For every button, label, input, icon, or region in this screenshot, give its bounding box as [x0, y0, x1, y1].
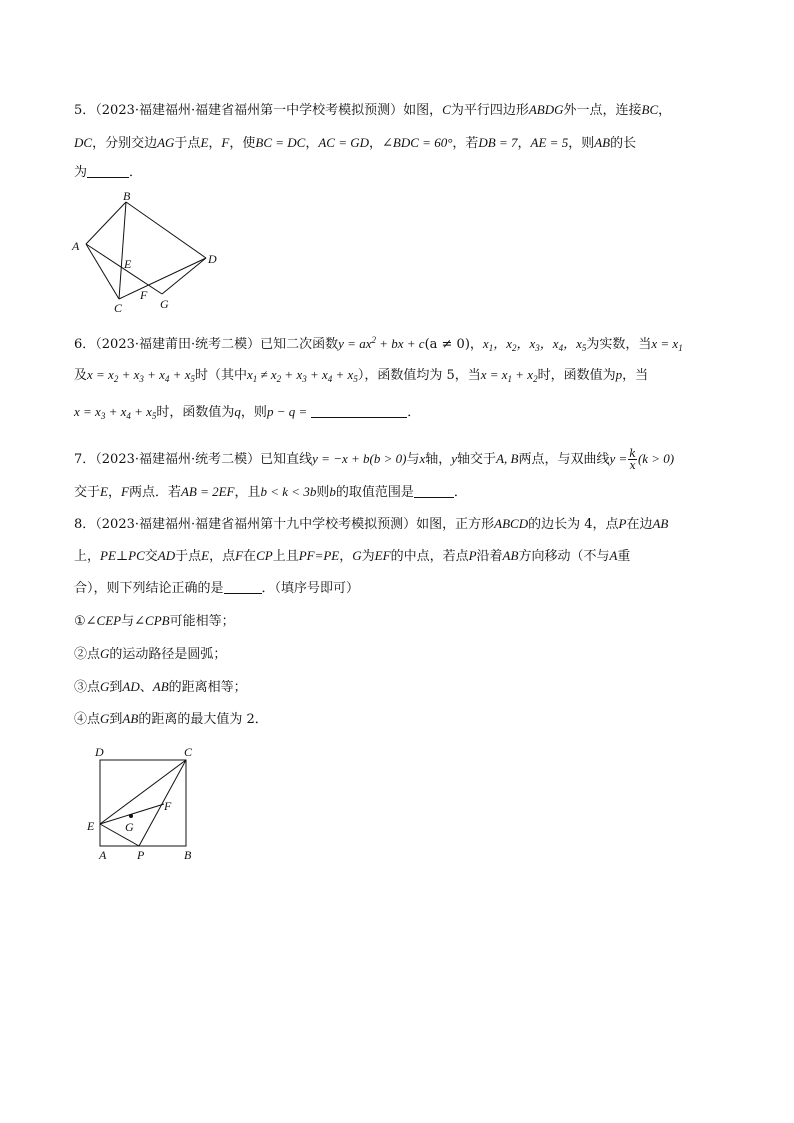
q7-text: 交于 [74, 485, 101, 500]
q6-text: ），函数值均为 5，当 [357, 368, 481, 383]
q6-text: 时，函数值为 [156, 405, 235, 420]
q8-text: 方向移动（不与 [518, 549, 610, 564]
q5-label-C: C [114, 301, 123, 314]
q6-text: ． [407, 405, 421, 420]
answer-blank[interactable] [311, 405, 407, 418]
q8-expr: G [352, 548, 362, 563]
q8-expr: AB [652, 516, 669, 531]
q7-expr: y [451, 451, 458, 466]
q5-text: 外一点，连接 [563, 103, 642, 118]
q8-text: 沿着 [476, 549, 503, 564]
q6-expr: $x_1 \ne x_2 + x_3 + x_4 + x_5$ [246, 367, 358, 384]
q5-label-G: G [160, 297, 169, 311]
q7-text: 则 [316, 485, 330, 500]
q8-text: 在边 [626, 517, 653, 532]
q6-line-3 [74, 403, 420, 425]
q7-text: 的取值范围是 [335, 485, 414, 500]
q5-expr: AC = GD [318, 135, 370, 150]
q6-expr: $x = x_1$ [651, 336, 683, 353]
q5-segment [86, 244, 119, 299]
q8-text: 上且 [272, 549, 299, 564]
q8-text: 如图，正方形 [416, 517, 495, 532]
q8-expr: AB [502, 548, 519, 563]
q8-expr: EF [374, 548, 391, 563]
q8-number: 8． [74, 517, 96, 532]
q6-expr: $x = x_1 + x_2$ [480, 367, 538, 384]
q7-text: 与 [406, 452, 420, 467]
q7-expr: E [100, 484, 108, 499]
q8-text: ，点 [209, 549, 236, 564]
q5-text: ． [129, 165, 143, 180]
q7-expr: y = −x + b(b > 0) [312, 451, 407, 466]
q7-line-2 [74, 483, 467, 502]
q5-figure [68, 188, 228, 314]
q7-fraction: $\frac{k}{x}$ [629, 447, 636, 472]
q8-figure [84, 742, 208, 864]
q6-expr: p − q = [266, 404, 308, 419]
q7-source: （2023·福建福州·统考二模） [95, 452, 261, 467]
q6-source: （2023·福建莆田·统考二模） [95, 337, 261, 352]
q7-text: ， [107, 485, 121, 500]
q6-text: 时，函数值为 [537, 368, 616, 383]
q8-option-2: ②点G的运动路径是圆弧； [74, 646, 227, 662]
q7-expr: b [329, 484, 336, 499]
q8-expr: CP [256, 548, 273, 563]
q8-label-F: F [164, 799, 172, 813]
q6-text: ，则 [240, 405, 267, 420]
q6-expr: q [234, 404, 241, 419]
q8-option-4: ④点G到AB的距离的最大值为 2． [74, 711, 268, 727]
q5-expr: F [221, 135, 230, 150]
q5-segment [126, 202, 206, 258]
q5-expr: ∠BDC = 60° [382, 135, 453, 150]
q8-label-P: P [137, 848, 145, 862]
q6-text: 为实数，当 [586, 337, 652, 352]
q6-text: 及 [74, 368, 88, 383]
q8-expr: ABCD [494, 516, 529, 531]
q5-text: ，分别交边 [92, 136, 158, 151]
q6-line-2 [74, 366, 648, 388]
q8-expr: PE⊥PC [100, 548, 145, 563]
q8-text: ．（填序号即可） [261, 581, 360, 596]
q8-expr: AD [157, 548, 176, 563]
q5-expr: DC [74, 135, 93, 150]
q8-line-1 [74, 515, 668, 534]
q5-segment [86, 202, 126, 244]
q7-number: 7． [74, 452, 96, 467]
q8-square [100, 760, 186, 846]
q8-option-3: ③点G到AD、AB的距离相等； [74, 679, 247, 695]
answer-blank[interactable] [224, 581, 262, 594]
q5-text: 于点 [174, 136, 201, 151]
q7-text: 两点．若 [128, 485, 181, 500]
q8-line-2 [74, 547, 630, 566]
q8-segment-PC [139, 760, 186, 846]
q6-line-1 [74, 331, 683, 357]
q8-option-1: ①∠CEP与∠CPB可能相等； [74, 613, 235, 629]
q8-text: 在 [243, 549, 257, 564]
q5-text: ，使 [229, 136, 256, 151]
q7-expr: y = [609, 451, 628, 466]
q5-source: （2023·福建福州·福建省福州第一中学校考模拟预测） [95, 103, 404, 118]
q8-expr: F [235, 548, 244, 563]
q5-text: 如图， [403, 103, 443, 118]
q8-label-G: G [125, 820, 134, 834]
q8-text: 的中点，若点 [390, 549, 469, 564]
q5-segment [119, 202, 126, 299]
q6-number: 6． [74, 337, 96, 352]
q8-text: 重 [617, 549, 631, 564]
q8-label-E: E [87, 819, 95, 833]
q8-line-3 [74, 580, 359, 598]
q7-text: 已知直线 [260, 452, 313, 467]
q8-text: 上， [74, 549, 101, 564]
q7-expr: AB = 2EF [180, 484, 235, 499]
q7-text: 两点，与双曲线 [518, 452, 610, 467]
q5-label-D: D [208, 252, 217, 266]
q8-expr: A [609, 548, 618, 563]
q8-text: 于点 [175, 549, 202, 564]
q5-label-E: E [124, 257, 132, 271]
q5-text: 为平行四边形 [450, 103, 529, 118]
q7-expr: (k > 0) [637, 451, 675, 466]
q6-text: 时（其中 [194, 368, 247, 383]
q5-text: 为 [74, 165, 88, 180]
q8-label-D: D [95, 745, 104, 759]
q8-label-C: C [184, 745, 193, 759]
q5-expr: E [200, 135, 209, 150]
q5-text: ，若 [452, 136, 479, 151]
q6-text: ，当 [622, 368, 649, 383]
answer-blank[interactable] [414, 485, 454, 498]
q8-text: ， [339, 549, 353, 564]
q8-source: （2023·福建福州·福建省福州第十九中学校考模拟预测） [95, 517, 417, 532]
q7-expr: b < k < 3b [260, 484, 317, 499]
q5-expr: C [442, 102, 451, 117]
q5-line-1: 5．（2023·福建福州·福建省福州第一中学校考模拟预测）如图，C为平行四边形ABDG外一点，连接BC， [74, 102, 672, 118]
q6-text: ， [469, 337, 483, 352]
q5-line-2: DC，分别交边AG于点E，F，使BC = DC，AC = GD，∠BDC = 60°，若DB = 7，AE = 5，则AB的长 [74, 135, 637, 151]
q8-segment-EC [100, 760, 186, 824]
q8-point-G [129, 814, 133, 818]
q5-text: ，则 [568, 136, 595, 151]
q5-segment [119, 258, 206, 299]
q5-label-A: A [72, 239, 80, 253]
q7-line-1 [74, 448, 674, 471]
q7-text: ． [453, 485, 467, 500]
q8-text: 为 [361, 549, 375, 564]
q5-line-3 [74, 164, 142, 182]
q5-expr: ABDG [528, 102, 564, 117]
q8-text: 的边长为 4，点 [528, 517, 619, 532]
q5-text: 的长 [610, 136, 637, 151]
q5-expr: DB = 7 [478, 135, 518, 150]
q8-label-A: A [99, 848, 107, 862]
q6-expr: (a ≠ 0) [424, 337, 470, 352]
q5-expr: AB [594, 135, 611, 150]
q7-text: ，且 [234, 485, 261, 500]
answer-blank[interactable] [87, 165, 129, 178]
q7-expr: A, B [496, 451, 519, 466]
q5-label-B: B [123, 189, 131, 203]
q6-text: 已知二次函数 [260, 337, 339, 352]
q8-label-B: B [184, 848, 192, 862]
q6-var-list: $x_1$，$x_2$，$x_3$，$x_4$，$x_5$ [482, 336, 587, 353]
q7-text: 轴， [425, 452, 452, 467]
q5-label-F: F [140, 288, 148, 302]
q5-expr: BC = DC [255, 135, 306, 150]
q5-expr: BC [641, 102, 659, 117]
q8-expr: P [468, 548, 477, 563]
q7-expr: F [120, 484, 129, 499]
q7-expr: x [419, 451, 426, 466]
q7-text: 轴交于 [457, 452, 497, 467]
q5-expr: AE = 5 [530, 135, 569, 150]
q6-function: $y = ax^2$ + bx + c [338, 335, 425, 351]
q8-expr: PF=PE [298, 548, 340, 563]
q8-expr: E [201, 548, 210, 563]
q6-expr: $x = x_3 + x_4 + x_5$ [74, 404, 157, 421]
q8-text: 合），则下列结论正确的是 [74, 581, 224, 596]
q8-expr: P [618, 516, 627, 531]
q5-expr: AG [157, 135, 175, 150]
q8-text: 交 [144, 549, 158, 564]
q6-expr: $x = x_2 + x_3 + x_4 + x_5$ [87, 367, 195, 384]
q6-expr: p [615, 367, 623, 382]
q5-number: 5． [74, 103, 96, 118]
